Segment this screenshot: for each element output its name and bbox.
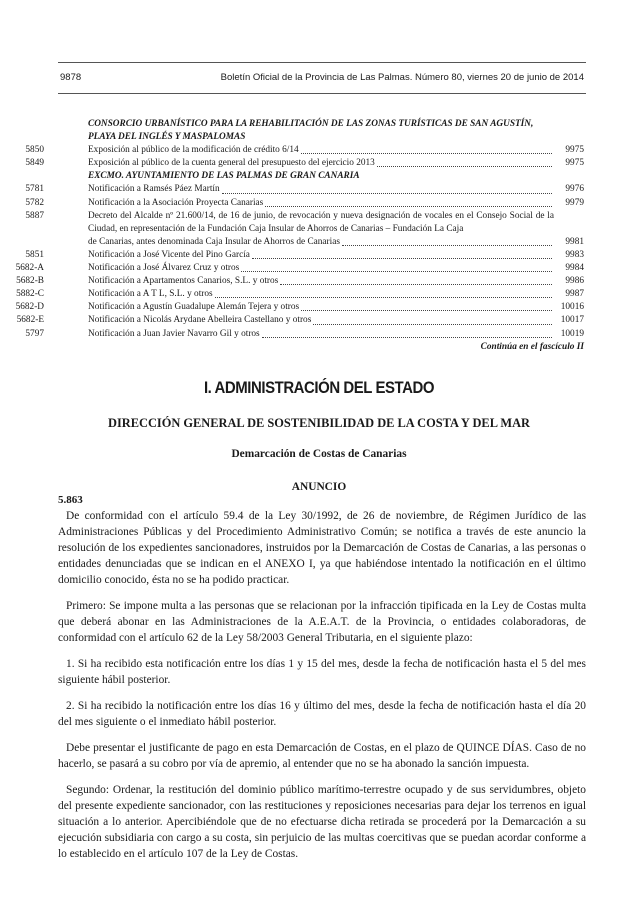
toc-entry[interactable] xyxy=(0,249,600,262)
entry-text: Notificación a Agustín Guadalupe Alemán Tejera y otros xyxy=(88,302,300,313)
paragraph: 2. Si ha recibido la notificación entre los días 16 y último del mes, desde la fecha de notificación hasta el día 20 del mes siguiente o el inmediato hábil posterior. xyxy=(58,700,586,728)
entry-number: 5782 xyxy=(25,197,44,208)
entry-number: 5797 xyxy=(25,328,44,339)
toc-entry[interactable] xyxy=(0,144,600,157)
entry-number: 5887 xyxy=(25,210,44,221)
toc-entry[interactable] xyxy=(0,197,600,210)
entry-number: 5851 xyxy=(25,249,44,260)
paragraph: Debe presentar el justificante de pago en esta Demarcación de Costas, en el plazo de QUINCE DÍAS. Caso de no hacerlo, se pasará a su cobro por vía de apremio, al entender que no se ha abonado la sanción impuesta. xyxy=(58,742,586,770)
entry-text: Notificación a José Vicente del Pino García xyxy=(88,249,250,260)
toc-entry[interactable] xyxy=(0,157,600,170)
entry-number: 5850 xyxy=(25,145,44,156)
entry-text: de Canarias, antes denominada Caja Insular de Ahorros de Canarias xyxy=(88,236,340,247)
entry-page: 9981 xyxy=(565,236,584,247)
entry-text: Notificación a A T L, S.L. y otros xyxy=(88,289,213,300)
toc-section-title: CONSORCIO URBANÍSTICO PARA LA REHABILITACIÓN DE LAS ZONAS TURÍSTICAS DE SAN AGUSTÍN, PLAYA DEL INGLÉS Y MASPALOMAS xyxy=(88,119,534,143)
page-number: 9878 xyxy=(60,72,82,83)
entry-text: Notificación a Ramsés Páez Martín xyxy=(88,184,220,195)
entry-page: 9987 xyxy=(565,289,584,300)
office-title: Demarcación de Costas de Canarias xyxy=(231,448,407,460)
entry-text: Exposición al público de la modificación de crédito 6/14 xyxy=(88,145,299,156)
entry-number: 5781 xyxy=(25,184,44,195)
entry-number: 5682-D xyxy=(15,302,44,313)
toc-entry[interactable] xyxy=(0,183,600,196)
table-of-contents xyxy=(0,118,600,354)
continues-note: Continúa en el fascículo II xyxy=(480,341,584,352)
page-header xyxy=(58,62,586,94)
section-title: I. ADMINISTRACIÓN DEL ESTADO xyxy=(203,378,435,397)
entry-number: 5849 xyxy=(25,158,44,169)
entry-page: 9986 xyxy=(565,276,584,287)
entry-page: 9979 xyxy=(565,197,584,208)
toc-entry[interactable] xyxy=(0,314,600,327)
notice-title: ANUNCIO xyxy=(291,481,347,493)
toc-section-title: EXCMO. AYUNTAMIENTO DE LAS PALMAS DE GRAN CANARIA xyxy=(88,171,360,182)
publication-title: Boletín Oficial de la Provincia de Las Palmas. Número 80, viernes 20 de junio de 2014 xyxy=(220,72,584,83)
entry-page: 9975 xyxy=(565,145,584,156)
paragraph: Primero: Se impone multa a las personas que se relacionan por la infracción tipificada en la Ley de Costas multa que deberá abonar en las Administraciones de la A.E.A.T. de la Provincia, o entidades colaboradoras, de conformidad con el artículo 62 de la Ley 58/2003 General Tributaria, en el siguiente plazo: xyxy=(58,600,586,644)
toc-entry[interactable] xyxy=(0,301,600,314)
entry-text: Notificación a Apartamentos Canarios, S.L. y otros xyxy=(88,276,279,287)
notice-body xyxy=(58,508,586,872)
paragraph: 1. Si ha recibido esta notificación entre los días 1 y 15 del mes, desde la fecha de notificación hasta el 5 del mes siguiente hábil posterior. xyxy=(58,658,586,686)
entry-page: 9983 xyxy=(565,249,584,260)
directorate-title: DIRECCIÓN GENERAL DE SOSTENIBILIDAD DE LA COSTA Y DEL MAR xyxy=(108,416,530,430)
toc-entry[interactable] xyxy=(0,288,600,301)
paragraph: Segundo: Ordenar, la restitución del dominio público marítimo-terrestre ocupado y de sus servidumbres, objeto del presente expediente sancionador, con las restituciones y reposiciones necesarias para dejar los terrenos en igual situación a lo anterior. Apercibiéndole que de no efectuarse dicha retirada se procederá por la Demarcación a su ejecución subsidiaria con cargo a su costa, sin perjuicio de las multas coercitivas que se puedan acordar conforme a lo establecido en el artículo 107 de la Ley de Costas. xyxy=(58,784,586,860)
entry-page: 9976 xyxy=(565,184,584,195)
entry-text: Notificación a la Asociación Proyecta Canarias xyxy=(88,197,264,208)
entry-text: Notificación a Nicolás Arydane Abelleira Castellano y otros xyxy=(88,315,312,326)
entry-page: 10019 xyxy=(560,328,584,339)
entry-page: 9984 xyxy=(565,263,584,274)
paragraph: De conformidad con el artículo 59.4 de la Ley 30/1992, de 26 de noviembre, de Régimen Jurídico de las Administraciones Públicas y del Procedimiento Administrativo Común; se notifica a través de este anuncio la resolución de los expedientes sancionadores, instruidos por la Demarcación de Costas de Canarias, a las personas o entidades denunciadas que se indican en el ANEXO I, ya que habiéndose intentado la notificación en el último domicilio conocido, ésta no se ha podido practicar. xyxy=(58,510,586,586)
entry-text: Notificación a Juan Javier Navarro Gil y otros xyxy=(88,328,260,339)
entry-number: 5682-B xyxy=(16,276,44,287)
entry-number: 5882-C xyxy=(16,289,44,300)
entry-page: 10016 xyxy=(560,302,584,313)
entry-page: 10017 xyxy=(560,315,584,326)
entry-text: Notificación a José Álvarez Cruz y otros xyxy=(88,263,240,274)
entry-page: 9975 xyxy=(565,158,584,169)
toc-entry[interactable] xyxy=(0,328,600,341)
toc-entry[interactable] xyxy=(0,210,600,249)
entry-number: 5682-A xyxy=(15,263,44,274)
toc-entry[interactable] xyxy=(0,275,600,288)
notice-code: 5.863 xyxy=(58,494,83,506)
entry-text: Exposición al público de la cuenta general del presupuesto del ejercicio 2013 xyxy=(88,158,375,169)
entry-number: 5682-E xyxy=(16,315,44,326)
entry-text-lead: Decreto del Alcalde nº 21.600/14, de 16 de junio, de revocación y nueva designación de vocales en el Consejo Social de la Ciudad, en representación de la Fundación Caja Insular de Ahorros de Canarias – Fundación La Caja xyxy=(88,210,554,234)
toc-entry[interactable] xyxy=(0,262,600,275)
